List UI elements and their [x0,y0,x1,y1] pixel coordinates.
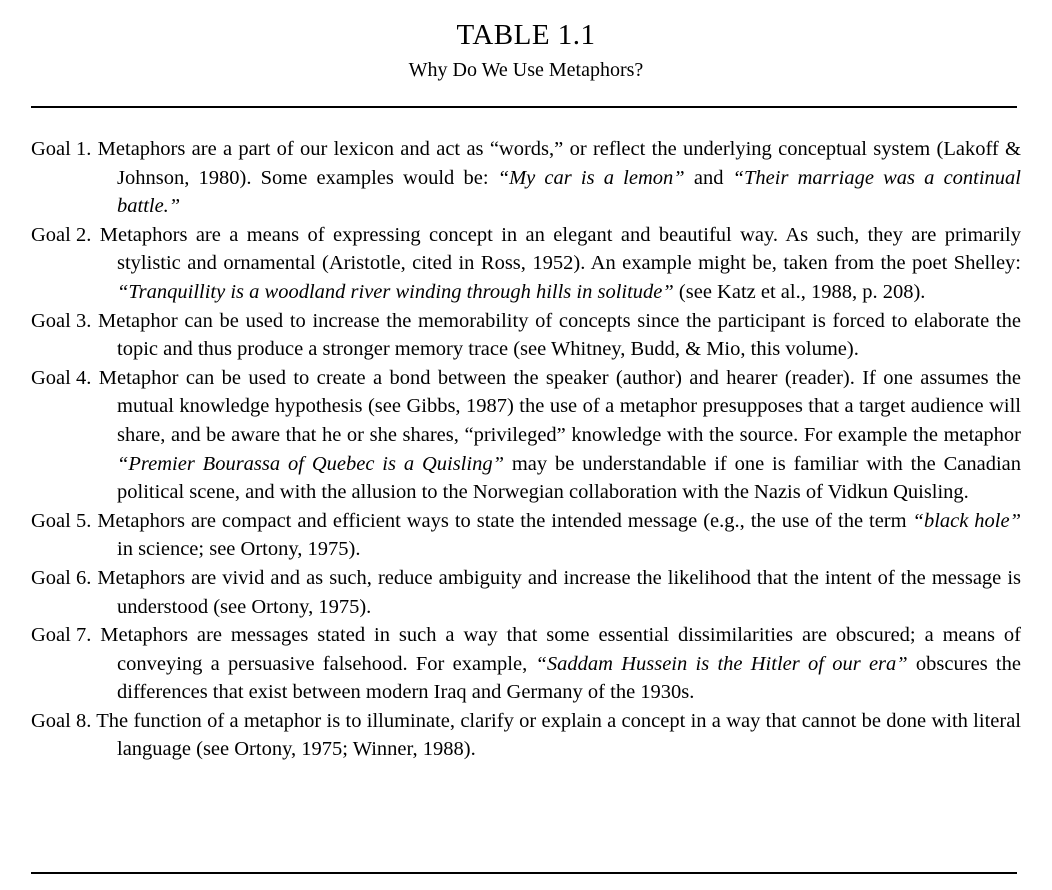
goal-item [31,707,1021,764]
goal-text: and [684,166,733,189]
metaphor-example: “Premier Bourassa of Quebec is a Quisling” [117,452,504,475]
goal-text: Metaphor can be used to create a bond between the speaker (author) and hearer (reader). If one assumes the mutual knowledge hypothesis (see Gibbs, 1987) the use of a metaphor presupposes that a target audience will share, and be aware that he or she shares, “privileged” knowledge with the source. For example the metaphor [91,366,1021,446]
goal-text: Metaphors are messages stated in such a way that some essential dissimilarities are obscured; a means of conveying a persuasive falsehood. For example, [91,624,1021,675]
goal-item [31,221,1021,307]
goal-text: may be understandable if one is familiar with the Canadian political scene, and with the allusion to the Norwegian collaboration with the Nazis of Vidkun Quisling. [117,452,1021,504]
bottom-rule [31,872,1017,874]
goal-text: (see Katz et al., 1988, p. 208). [673,280,926,303]
goal-item [31,135,1021,221]
goal-label: Goal 8. [31,709,92,732]
goal-item [31,507,1021,564]
goal-label: Goal 2. [31,223,92,246]
goal-label: Goal 5. [31,509,92,532]
goal-text: Metaphors are compact and efficient ways to state the intended message (e.g., the use of the term [91,509,913,532]
metaphor-example: “Saddam Hussein is the Hitler of our era” [535,652,908,675]
goal-item [31,364,1021,507]
goal-item [31,564,1021,621]
table-caption: Why Do We Use Metaphors? [408,59,644,81]
metaphor-example: “Tranquillity is a woodland river winding through hills in solitude” [117,280,674,303]
metaphor-example: “black hole” [912,509,1021,532]
goal-label: Goal 4. [31,366,92,389]
goal-text: Metaphors are a means of expressing concept in an elegant and beautiful way. As such, they are primarily stylistic and ornamental (Aristotle, cited in Ross, 1952). An example might be, taken from the poet Shelley: [91,223,1021,275]
goal-item [31,621,1021,707]
goal-item [31,307,1021,364]
goal-text: in science; see Ortony, 1975). [117,538,361,561]
goal-label: Goal 6. [31,566,92,589]
top-rule [31,106,1017,108]
metaphor-example: “Their marriage was a continual battle.” [117,166,1022,218]
goal-label: Goal 3. [31,309,92,332]
metaphor-example: “My car is a lemon” [497,166,685,189]
goals-list [31,135,1021,764]
goal-label: Goal 7. [31,624,92,647]
goal-text: Metaphors are a part of our lexicon and act as “words,” or reflect the underlying conceptual system (Lakoff & Johnson, 1980). Some examples would be: [91,138,1021,189]
goal-text: obscures the differences that exist between modern Iraq and Germany of the 1930s. [117,652,1021,704]
goal-text: Metaphor can be used to increase the memorability of concepts since the participant is forced to elaborate the topic and thus produce a stronger memory trace (see Whitney, Budd, & Mio, this volume). [91,309,1021,361]
table-number: TABLE 1.1 [456,19,596,51]
goal-text: Metaphors are vivid and as such, reduce ambiguity and increase the likelihood that the intent of the message is understood (see Ortony, 1975). [91,566,1021,618]
goal-label: Goal 1. [31,138,92,160]
goal-text: The function of a metaphor is to illuminate, clarify or explain a concept in a way that cannot be done with literal language (see Ortony, 1975; Winner, 1988). [91,709,1021,761]
